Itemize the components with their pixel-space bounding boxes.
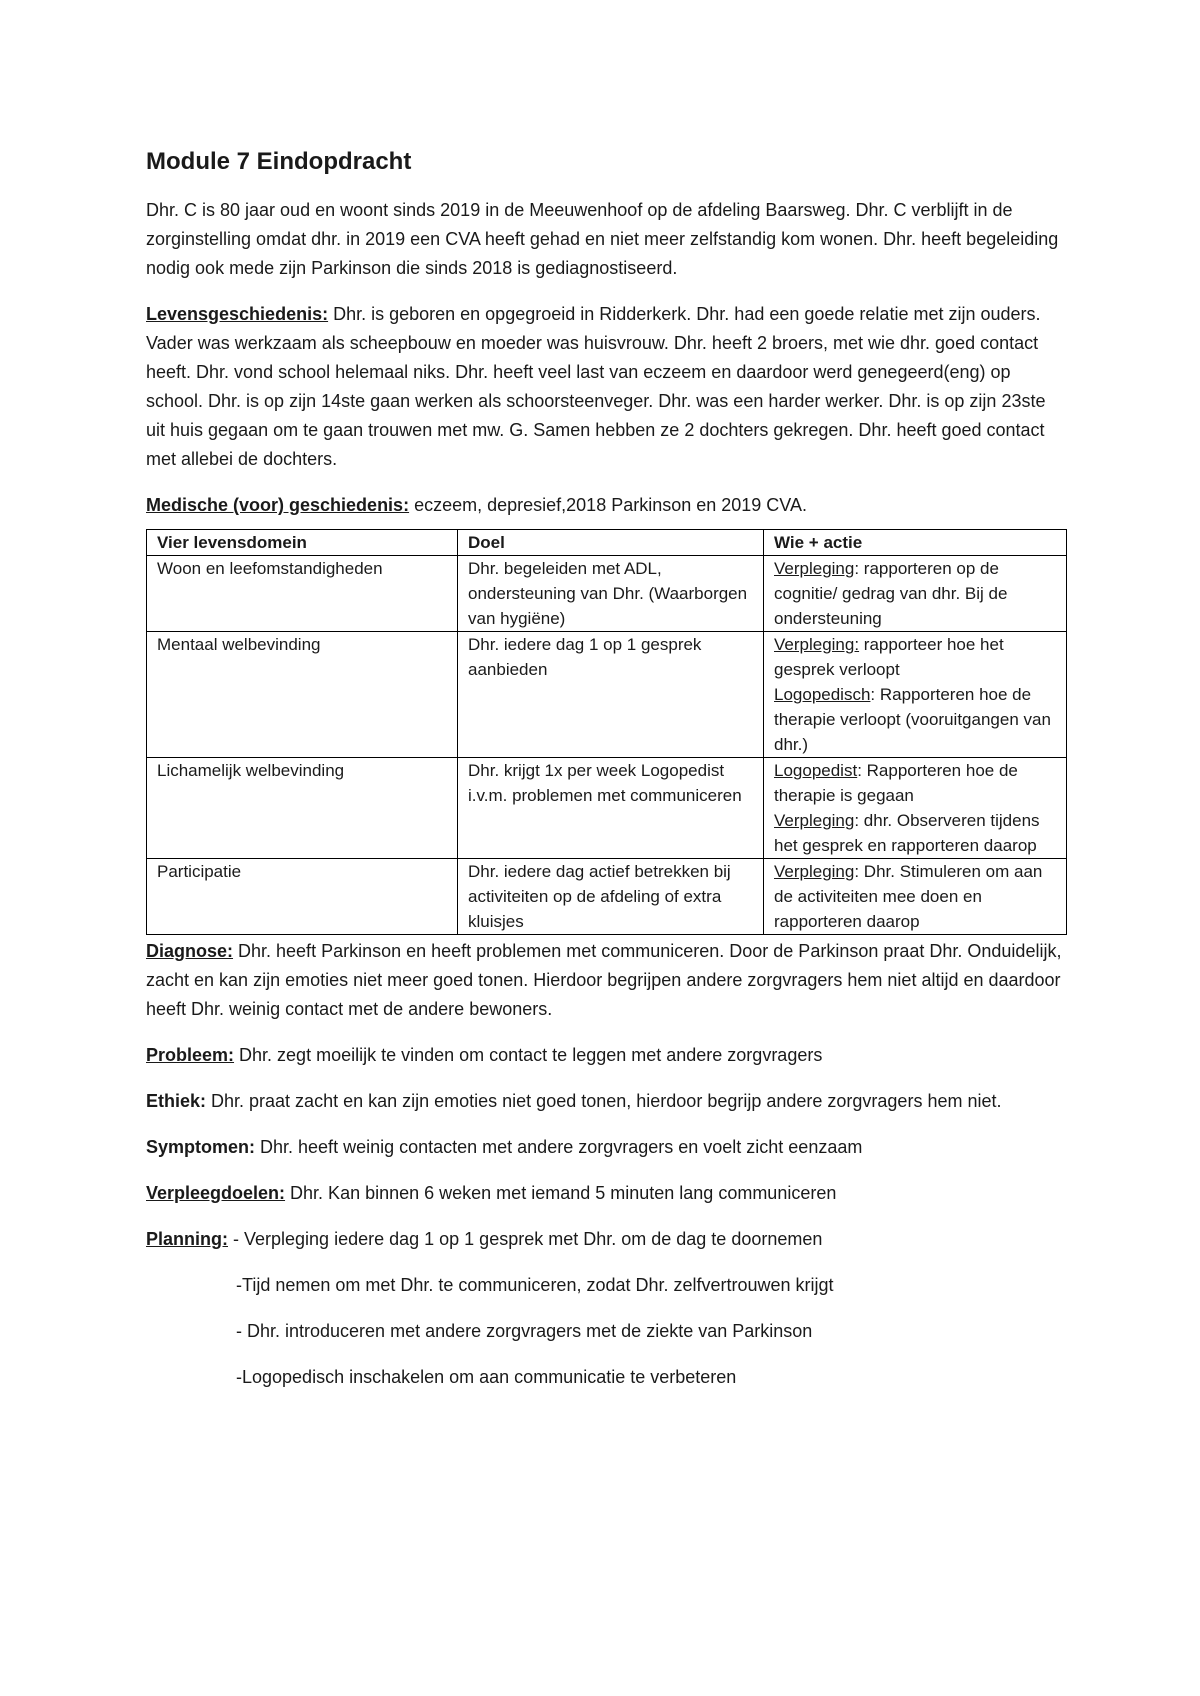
levensgeschiedenis-paragraph xyxy=(146,300,1066,474)
actor-label: Verpleging xyxy=(774,811,855,830)
diagnose-paragraph xyxy=(146,937,1066,1024)
table-header-row xyxy=(147,530,1067,556)
ethiek-paragraph xyxy=(146,1087,1066,1116)
medische-geschiedenis-paragraph xyxy=(146,491,1066,520)
levensgeschiedenis-label: Levensgeschiedenis: xyxy=(146,304,329,324)
actions-cell xyxy=(764,859,1067,935)
ethiek-text: Dhr. praat zacht en kan zijn emoties niet goed tonen, hierdoor begrijp andere zorgvragers hem niet. xyxy=(206,1091,1002,1111)
domain-cell: Mentaal welbevinding xyxy=(147,632,458,758)
table-row xyxy=(147,556,1067,632)
table-row xyxy=(147,859,1067,935)
header-goal: Doel xyxy=(458,530,764,556)
actor-label: Verpleging xyxy=(774,559,855,578)
action-line xyxy=(774,632,1056,682)
action-text: rapporteer hoe het gesprek verloopt xyxy=(774,635,1004,679)
action-text: : dhr. Observeren tijdens het gesprek en rapporteren daarop xyxy=(774,811,1040,855)
medische-geschiedenis-text: eczeem, depresief,2018 Parkinson en 2019 CVA. xyxy=(409,495,807,515)
domain-cell: Participatie xyxy=(147,859,458,935)
action-line xyxy=(774,682,1056,757)
planning-paragraph xyxy=(146,1225,1066,1254)
medische-geschiedenis-label: Medische (voor) geschiedenis: xyxy=(146,495,410,515)
planning-item: -Logopedisch inschakelen om aan communicatie te verbeteren xyxy=(236,1367,737,1387)
symptomen-paragraph xyxy=(146,1133,1066,1162)
actor-label: Verpleging xyxy=(774,862,855,881)
ethiek-label: Ethiek: xyxy=(146,1091,207,1111)
diagnose-label: Diagnose: xyxy=(146,941,234,961)
planning-item: -Tijd nemen om met Dhr. te communiceren, zodat Dhr. zelfvertrouwen krijgt xyxy=(236,1275,834,1295)
actions-cell xyxy=(764,758,1067,859)
actor-label: Verpleging: xyxy=(774,635,860,654)
header-domain: Vier levensdomein xyxy=(147,530,458,556)
domain-cell: Woon en leefomstandigheden xyxy=(147,556,458,632)
levensdomein-table xyxy=(146,529,1067,935)
planning-item: - Dhr. introduceren met andere zorgvragers met de ziekte van Parkinson xyxy=(236,1321,813,1341)
action-line xyxy=(774,758,1056,808)
symptomen-text: Dhr. heeft weinig contacten met andere zorgvragers en voelt zicht eenzaam xyxy=(255,1137,863,1157)
intro-paragraph: Dhr. C is 80 jaar oud en woont sinds 2019 in de Meeuwenhoof op de afdeling Baarsweg. Dhr. C verblijft in de zorginstelling omdat dhr. in 2019 een CVA heeft gehad en niet meer zelfstandig kom wonen. Dhr. heeft begeleiding nodig ook mede zijn Parkinson die sinds 2018 is gediagnostiseerd. xyxy=(146,200,1059,278)
goal-cell: Dhr. iedere dag actief betrekken bij activiteiten op de afdeling of extra kluisjes xyxy=(458,859,764,935)
probleem-paragraph xyxy=(146,1041,1066,1070)
table-row xyxy=(147,632,1067,758)
document-page xyxy=(146,148,1066,1409)
action-text: : Rapporteren hoe de therapie verloopt (vooruitgangen van dhr.) xyxy=(774,685,1051,754)
probleem-label: Probleem: xyxy=(146,1045,235,1065)
goal-cell: Dhr. iedere dag 1 op 1 gesprek aanbieden xyxy=(458,632,764,758)
verpleegdoelen-paragraph xyxy=(146,1179,1066,1208)
diagnose-text: Dhr. heeft Parkinson en heeft problemen met communiceren. Door de Parkinson praat Dhr. Onduidelijk, zacht en kan zijn emoties niet meer goed tonen. Hierdoor begrijpen andere zorgvragers hem niet altijd en daardoor heeft Dhr. weinig contact met de andere bewoners. xyxy=(146,941,1062,1019)
planning-label: Planning: xyxy=(146,1229,228,1249)
planning-first-item: - Verpleging iedere dag 1 op 1 gesprek met Dhr. om de dag te doornemen xyxy=(228,1229,823,1249)
domain-cell: Lichamelijk welbevinding xyxy=(147,758,458,859)
actor-label: Logopedisch xyxy=(774,685,871,704)
symptomen-label: Symptomen: xyxy=(146,1137,256,1157)
header-actions: Wie + actie xyxy=(764,530,1067,556)
actions-cell xyxy=(764,556,1067,632)
levensgeschiedenis-text: Dhr. is geboren en opgegroeid in Ridderkerk. Dhr. had een goede relatie met zijn ouders. Vader was werkzaam als scheepbouw en moeder was huisvrouw. Dhr. heeft 2 broers, met wie dhr. goed contact heeft. Dhr. vond school helemaal niks. Dhr. heeft veel last van eczeem en daardoor werd genegeerd(eng) op school. Dhr. is op zijn 14ste gaan werken als schoorsteenveger. Dhr. was een harder werker. Dhr. is op zijn 23ste uit huis gegaan om te gaan trouwen met mw. G. Samen hebben ze 2 dochters gekregen. Dhr. heeft goed contact met allebei de dochters. xyxy=(146,304,1046,469)
goal-cell: Dhr. begeleiden met ADL, ondersteuning van Dhr. (Waarborgen van hygiëne) xyxy=(458,556,764,632)
probleem-text: Dhr. zegt moeilijk te vinden om contact te leggen met andere zorgvragers xyxy=(234,1045,823,1065)
page-title: Module 7 Eindopdracht xyxy=(146,148,412,175)
actor-label: Logopedist xyxy=(774,761,858,780)
action-line xyxy=(774,808,1056,858)
action-text: : rapporteren op de cognitie/ gedrag van dhr. Bij de ondersteuning xyxy=(774,559,1008,628)
action-text: : Rapporteren hoe de therapie is gegaan xyxy=(774,761,1018,805)
goal-cell: Dhr. krijgt 1x per week Logopedist i.v.m. problemen met communiceren xyxy=(458,758,764,859)
verpleegdoelen-text: Dhr. Kan binnen 6 weken met iemand 5 minuten lang communiceren xyxy=(285,1183,837,1203)
table-row xyxy=(147,758,1067,859)
actions-cell xyxy=(764,632,1067,758)
verpleegdoelen-label: Verpleegdoelen: xyxy=(146,1183,286,1203)
action-text: : Dhr. Stimuleren om aan de activiteiten mee doen en rapporteren daarop xyxy=(774,862,1043,931)
